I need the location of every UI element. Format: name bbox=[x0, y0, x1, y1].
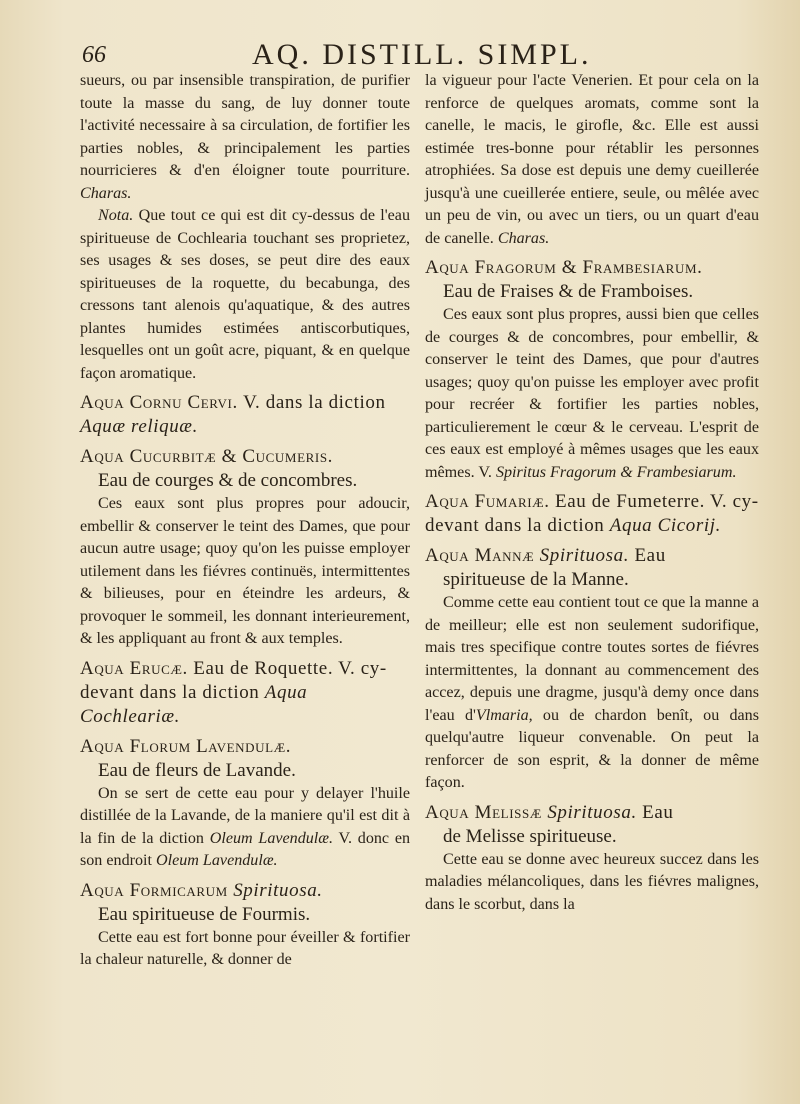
left-column bbox=[80, 70, 410, 972]
cross-reference: Oleum Lavendulæ. bbox=[209, 829, 334, 847]
entry-heading: Aqua Cornu Cervi. bbox=[80, 392, 238, 413]
entry-fumariae: Aqua Fumariæ. Eau de Fumeterre. V. cy-devant dans la diction Aqua Cicorij. bbox=[425, 491, 759, 536]
entry-formicarum: Aqua Formicarum Spirituosa. Eau spiritueuse de Fourmis. Cette eau est fort bonne pour éveiller & fortifier la chaleur naturelle, & donner de bbox=[80, 879, 410, 972]
right-column bbox=[425, 70, 759, 916]
entry-heading: Aqua Erucæ. bbox=[80, 657, 188, 679]
entry-cornu-cervi: Aqua Cornu Cervi. V. dans la diction Aquæ reliquæ. bbox=[80, 392, 386, 437]
entry-text: Cette eau est fort bonne pour éveiller & fortifier la chaleur naturelle, & donner de bbox=[80, 928, 410, 968]
running-title: AQ. DISTILL. SIMPL. bbox=[252, 38, 592, 71]
entry-fragorum bbox=[425, 256, 759, 484]
entry-subtitle: Eau de fleurs de Lavande. bbox=[98, 759, 296, 781]
entry-text: Ces eaux sont plus propres pour adoucir, embellir & conserver le teint des Dames, que pour aucun autre usage; quoy qu'on les puisse employer utilement dans les fiévres continuës, intermittentes & bilieuses, pour en éteindre les ardeurs, & provoquer le sommeil, les donnant interieurement, & les appliquant au front & aux temples. bbox=[80, 495, 410, 647]
entry-heading: Aqua Cucurbitæ & Cucumeris. bbox=[80, 446, 334, 467]
entry-melissae: Aqua Melissæ Spirituosa. Eau de Melisse spiritueuse. Cette eau se donne avec heureux succez dans les maladies mélancoliques, dans les fiévres malignes, dans le scorbut, dans la bbox=[425, 801, 759, 917]
cross-reference: Oleum Lavendulæ. bbox=[156, 852, 278, 869]
entry-heading: Aqua Fragorum & Frambesiarum. bbox=[425, 257, 703, 278]
entry-text: On se sert de cette eau pour y delayer l'huile distillée de la Lavande, de la maniere qu'il est dit à la fin de la diction Oleum Lavendulæ. V. donc en son endroit Oleum Lavendulæ. bbox=[80, 784, 411, 869]
nota-paragraph: Nota. Que tout ce qui est dit cy-dessus de l'eau spiritueuse de Cochlearia touchant ses proprietez, ses usages & ses doses, se peut dire des eaux spiritueuses de la roquette, du becabunga, des cressons tant alenois qu'aquatique, & des autres plantes humides estimées antiscorbutiques, lesquelles ont un goût acre, piquant, & en quelque façon aromatique. bbox=[80, 207, 410, 382]
entry-heading: Aqua Florum Lavendulæ. bbox=[80, 735, 292, 757]
entry-cucurbitae bbox=[80, 445, 410, 651]
cross-reference: Aqua Cochleariæ. bbox=[80, 681, 308, 727]
author-citation: Charas. bbox=[497, 229, 550, 247]
entry-subtitle: Eau de courges & de concombres. bbox=[98, 470, 358, 491]
entry-subtitle: spiritueuse de la Manne. bbox=[443, 569, 629, 590]
entry-heading: Aqua Melissæ bbox=[425, 801, 542, 823]
entry-text: Cette eau se donne avec heureux succez dans les maladies mélancoliques, dans les fiévres malignes, dans le scorbut, dans la bbox=[425, 850, 759, 913]
cross-reference: Aquæ reliquæ. bbox=[80, 416, 198, 437]
paragraph: sueurs, ou par insensible transpiration, de purifier toute la masse du sang, de luy donner toute l'activité necessaire à sa circulation, de fortifier les parties nobles, & principalement les parties nourricieres & d'en éloigner toute pourriture. Charas. bbox=[80, 72, 410, 202]
nota-label: Nota. bbox=[98, 207, 134, 224]
entry-lavendulae bbox=[80, 735, 410, 873]
entry-subtitle: Eau de Fraises & de Framboises. bbox=[443, 281, 694, 302]
author-citation: Charas. bbox=[80, 184, 132, 202]
entry-heading: Aqua Fumariæ. bbox=[425, 491, 550, 512]
entry-text: Comme cette eau contient tout ce que la manne a de meilleur; elle est non seulement sudorifique, mais tres specifique contre toutes sortes de fiévres intermittentes, la donnant au commencement des accez, depuis une dragme, jusqu'à demy once dans l'eau d'Vlmaria, ou de chardon benît, ou dans quelqu'autre liqueur convenable. On peut la renforcer de son esprit, & la donner de même façon. bbox=[425, 594, 759, 791]
cross-reference: Spiritus Fragorum & Frambesiarum. bbox=[495, 463, 737, 481]
page-header bbox=[82, 38, 760, 74]
entry-erucae: Aqua Erucæ. Eau de Roquette. V. cy-devant dans la diction Aqua Cochleariæ. bbox=[80, 657, 387, 727]
page-number: 66 bbox=[82, 42, 106, 68]
entry-heading: Aqua Mannæ bbox=[425, 545, 535, 566]
entry-mannae: Aqua Mannæ Spirituosa. Eau spiritueuse de la Manne. Comme cette eau contient tout ce que la manne a de meilleur; elle est non seulement sudorifique, mais tres specifique contre toutes sortes de fiévres intermittentes, la donnant au commencement des accez, depuis une dragme, jusqu'à demy once dans l'eau d'Vlmaria, ou de chardon benît, ou dans quelqu'autre liqueur convenable. On peut la renforcer de son esprit, & la donner de même façon. bbox=[425, 544, 759, 795]
entry-text: Ces eaux sont plus propres, aussi bien que celles de courges & de concombres, pour embellir, & conserver le teint des Dames, que pour d'autres usages; quoy qu'on puisse les employer avec profit pour recréer & fortifier les parties nobles, particulierement le cœur & le cerveau. L'esprit de ces eaux est employé à mêmes usages que les eaux mêmes. V. Spiritus Fragorum & Frambesiarum. bbox=[425, 306, 759, 481]
entry-subtitle: Eau spiritueuse de Fourmis. bbox=[98, 903, 311, 925]
entry-heading: Aqua Formicarum bbox=[80, 879, 228, 901]
paragraph: la vigueur pour l'acte Venerien. Et pour cela on la renforce de quelques aromats, comme sont la canelle, le macis, le girofle, &c. Elle est aussi estimée tres-bonne pour rétablir les personnes atrophiées. Sa dose est depuis une demy cueillerée jusqu'à une cueillerée entiere, seule, ou mêlée avec un peu de vin, ou avec un tiers, ou un quart d'eau de canelle. Charas. bbox=[425, 72, 759, 247]
entry-subtitle: de Melisse spiritueuse. bbox=[443, 825, 617, 847]
cross-reference: Aqua Cicorij. bbox=[609, 515, 722, 536]
